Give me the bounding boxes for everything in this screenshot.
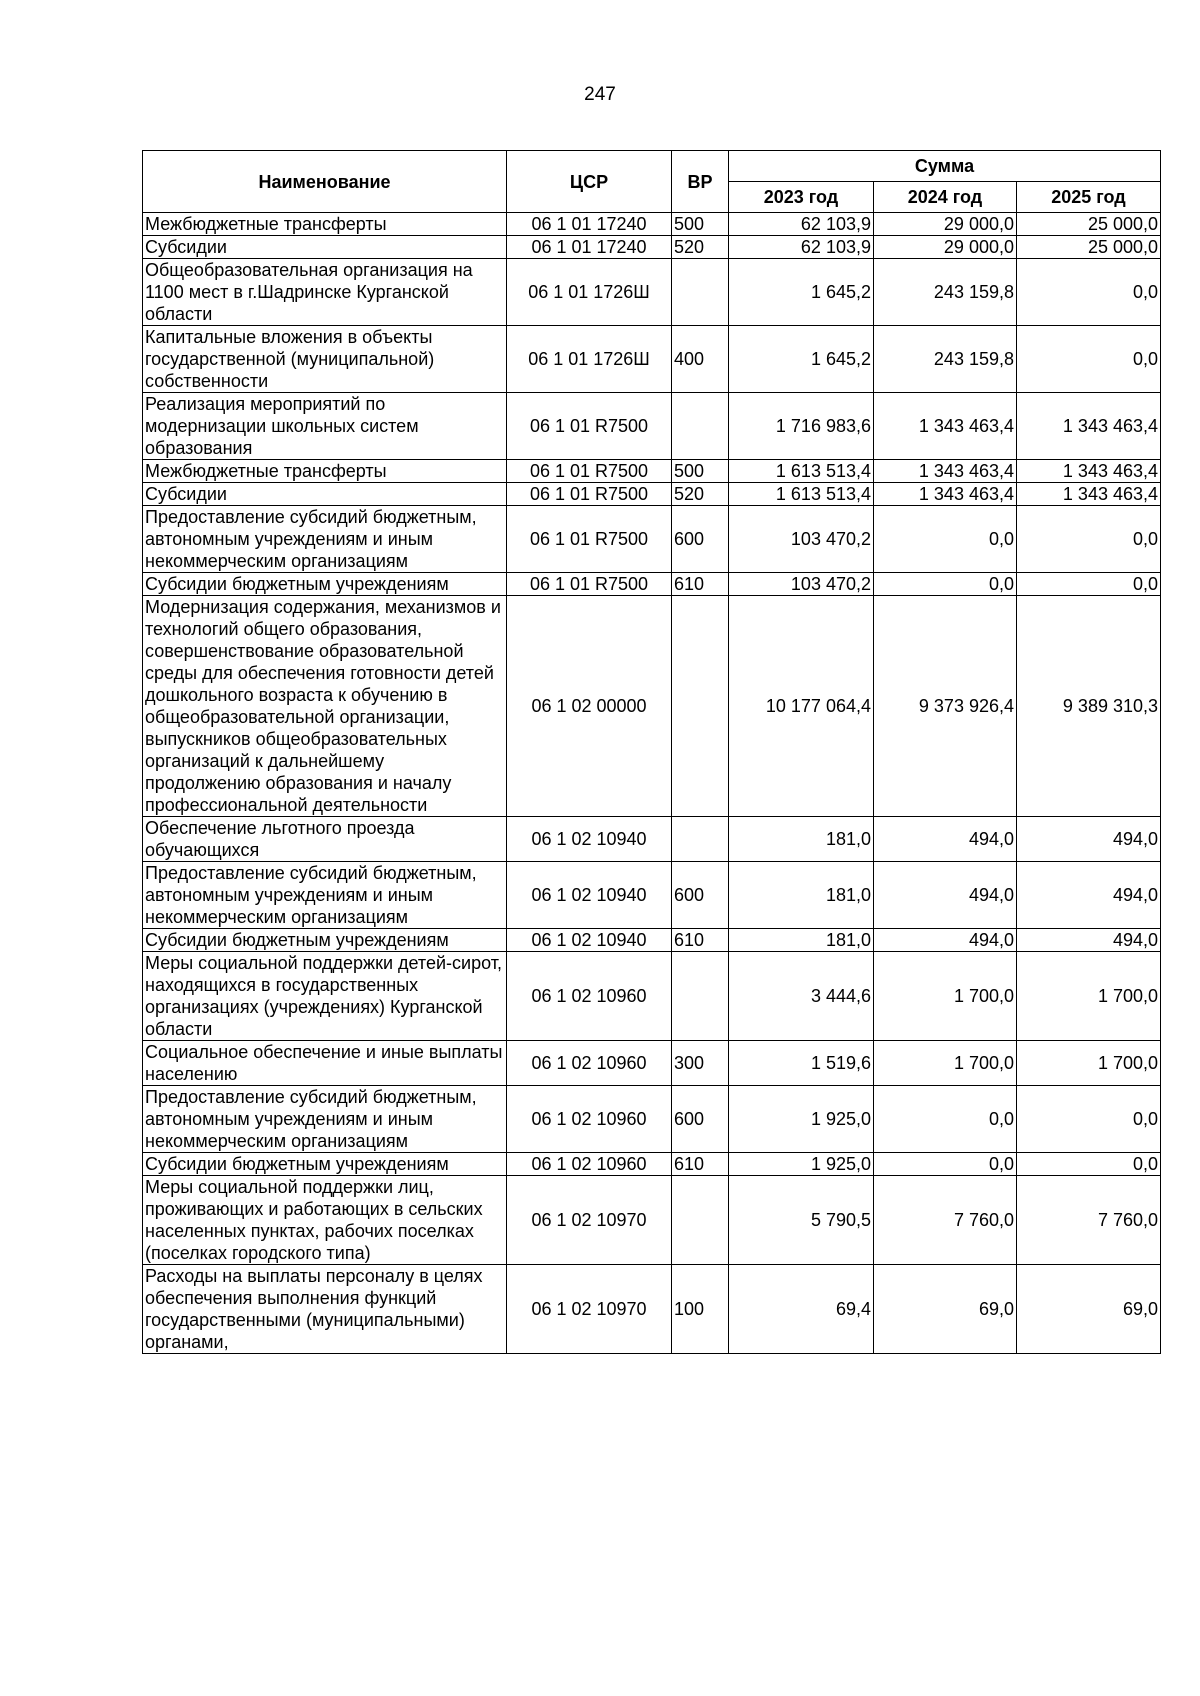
table-body xyxy=(143,213,1161,1354)
table-row xyxy=(143,1041,1161,1086)
header-2024: 2024 год xyxy=(874,182,1017,213)
table-header xyxy=(143,151,1161,213)
row-sum-2025: 0,0 xyxy=(1017,326,1161,393)
row-sum-2023: 5 790,5 xyxy=(729,1176,874,1265)
row-sum-2025: 494,0 xyxy=(1017,862,1161,929)
row-csr: 06 1 02 10940 xyxy=(507,862,672,929)
table-row xyxy=(143,573,1161,596)
header-csr: ЦСР xyxy=(507,151,672,213)
row-sum-2023: 1 645,2 xyxy=(729,326,874,393)
row-sum-2023: 1 613 513,4 xyxy=(729,460,874,483)
row-sum-2024: 1 343 463,4 xyxy=(874,483,1017,506)
table-row xyxy=(143,506,1161,573)
page-number: 247 xyxy=(584,84,616,105)
row-vr xyxy=(672,596,729,817)
row-sum-2025: 0,0 xyxy=(1017,259,1161,326)
table-row xyxy=(143,326,1161,393)
row-sum-2025: 1 343 463,4 xyxy=(1017,460,1161,483)
row-sum-2024: 0,0 xyxy=(874,573,1017,596)
table-row xyxy=(143,817,1161,862)
row-csr: 06 1 02 10960 xyxy=(507,1086,672,1153)
row-vr: 600 xyxy=(672,1086,729,1153)
table-row xyxy=(143,393,1161,460)
row-name: Субсидии xyxy=(143,483,507,506)
row-name: Субсидии xyxy=(143,236,507,259)
row-sum-2024: 9 373 926,4 xyxy=(874,596,1017,817)
header-vr: ВР xyxy=(672,151,729,213)
row-csr: 06 1 01 R7500 xyxy=(507,483,672,506)
row-name: Предоставление субсидий бюджетным, автономным учреждениям и иным некоммерческим организациям xyxy=(143,1086,507,1153)
row-name: Предоставление субсидий бюджетным, автономным учреждениям и иным некоммерческим организациям xyxy=(143,862,507,929)
row-vr xyxy=(672,952,729,1041)
row-vr: 500 xyxy=(672,213,729,236)
row-name: Социальное обеспечение и иные выплаты населению xyxy=(143,1041,507,1086)
row-sum-2023: 3 444,6 xyxy=(729,952,874,1041)
row-sum-2023: 1 645,2 xyxy=(729,259,874,326)
row-name: Субсидии бюджетным учреждениям xyxy=(143,1153,507,1176)
table-row xyxy=(143,1153,1161,1176)
row-sum-2024: 0,0 xyxy=(874,1153,1017,1176)
row-name: Обеспечение льготного проезда обучающихся xyxy=(143,817,507,862)
row-sum-2024: 29 000,0 xyxy=(874,213,1017,236)
row-sum-2024: 69,0 xyxy=(874,1265,1017,1354)
row-csr: 06 1 01 17240 xyxy=(507,236,672,259)
row-csr: 06 1 02 10960 xyxy=(507,1153,672,1176)
row-name: Меры социальной поддержки детей-сирот, находящихся в государственных организациях (учреждениях) Курганской области xyxy=(143,952,507,1041)
row-sum-2023: 1 613 513,4 xyxy=(729,483,874,506)
table-row xyxy=(143,1176,1161,1265)
row-vr: 400 xyxy=(672,326,729,393)
row-sum-2025: 1 343 463,4 xyxy=(1017,393,1161,460)
row-sum-2025: 1 343 463,4 xyxy=(1017,483,1161,506)
row-sum-2025: 25 000,0 xyxy=(1017,213,1161,236)
row-csr: 06 1 02 10960 xyxy=(507,1041,672,1086)
table-row xyxy=(143,862,1161,929)
row-sum-2023: 181,0 xyxy=(729,862,874,929)
row-vr xyxy=(672,817,729,862)
row-name: Субсидии бюджетным учреждениям xyxy=(143,929,507,952)
row-sum-2024: 494,0 xyxy=(874,929,1017,952)
row-name: Реализация мероприятий по модернизации школьных систем образования xyxy=(143,393,507,460)
row-vr: 600 xyxy=(672,862,729,929)
row-sum-2024: 243 159,8 xyxy=(874,259,1017,326)
row-sum-2024: 494,0 xyxy=(874,862,1017,929)
header-name: Наименование xyxy=(143,151,507,213)
table-row xyxy=(143,596,1161,817)
row-sum-2023: 1 519,6 xyxy=(729,1041,874,1086)
row-vr: 500 xyxy=(672,460,729,483)
row-csr: 06 1 02 10940 xyxy=(507,929,672,952)
row-name: Капитальные вложения в объекты государственной (муниципальной) собственности xyxy=(143,326,507,393)
row-name: Предоставление субсидий бюджетным, автономным учреждениям и иным некоммерческим организациям xyxy=(143,506,507,573)
row-sum-2023: 69,4 xyxy=(729,1265,874,1354)
table-row xyxy=(143,929,1161,952)
row-sum-2024: 1 343 463,4 xyxy=(874,460,1017,483)
row-name: Общеобразовательная организация на 1100 мест в г.Шадринске Курганской области xyxy=(143,259,507,326)
row-sum-2024: 1 343 463,4 xyxy=(874,393,1017,460)
row-csr: 06 1 01 R7500 xyxy=(507,573,672,596)
row-sum-2023: 62 103,9 xyxy=(729,213,874,236)
row-vr: 100 xyxy=(672,1265,729,1354)
row-sum-2023: 181,0 xyxy=(729,817,874,862)
row-vr xyxy=(672,1176,729,1265)
row-sum-2025: 1 700,0 xyxy=(1017,1041,1161,1086)
row-sum-2025: 494,0 xyxy=(1017,929,1161,952)
header-sum: Сумма xyxy=(729,151,1161,182)
row-name: Меры социальной поддержки лиц, проживающих и работающих в сельских населенных пунктах, рабочих поселках (поселках городского типа) xyxy=(143,1176,507,1265)
row-name: Субсидии бюджетным учреждениям xyxy=(143,573,507,596)
row-sum-2025: 0,0 xyxy=(1017,1086,1161,1153)
row-csr: 06 1 02 00000 xyxy=(507,596,672,817)
row-sum-2023: 1 716 983,6 xyxy=(729,393,874,460)
row-csr: 06 1 01 R7500 xyxy=(507,460,672,483)
row-csr: 06 1 01 1726Ш xyxy=(507,259,672,326)
row-csr: 06 1 01 17240 xyxy=(507,213,672,236)
row-sum-2023: 103 470,2 xyxy=(729,573,874,596)
row-vr: 610 xyxy=(672,929,729,952)
row-vr xyxy=(672,259,729,326)
row-vr xyxy=(672,393,729,460)
row-sum-2023: 1 925,0 xyxy=(729,1153,874,1176)
row-sum-2025: 494,0 xyxy=(1017,817,1161,862)
row-name: Расходы на выплаты персоналу в целях обеспечения выполнения функций государственными (муниципальными) органами, xyxy=(143,1265,507,1354)
row-sum-2025: 0,0 xyxy=(1017,506,1161,573)
header-2025: 2025 год xyxy=(1017,182,1161,213)
row-vr: 600 xyxy=(672,506,729,573)
row-sum-2024: 0,0 xyxy=(874,506,1017,573)
row-sum-2024: 494,0 xyxy=(874,817,1017,862)
table-row xyxy=(143,1086,1161,1153)
row-sum-2024: 0,0 xyxy=(874,1086,1017,1153)
table-row xyxy=(143,460,1161,483)
row-sum-2025: 0,0 xyxy=(1017,573,1161,596)
row-sum-2025: 7 760,0 xyxy=(1017,1176,1161,1265)
row-name: Модернизация содержания, механизмов и технологий общего образования, совершенствование образовательной среды для обеспечения готовности детей дошкольного возраста к обучению в общеобразовательной организации, выпускников общеобразовательных организаций к дальнейшему продолжению образования и началу профессиональной деятельности xyxy=(143,596,507,817)
row-sum-2025: 69,0 xyxy=(1017,1265,1161,1354)
row-csr: 06 1 02 10970 xyxy=(507,1176,672,1265)
row-sum-2024: 1 700,0 xyxy=(874,1041,1017,1086)
table-row xyxy=(143,1265,1161,1354)
table-row xyxy=(143,236,1161,259)
table-row xyxy=(143,213,1161,236)
row-name: Межбюджетные трансферты xyxy=(143,460,507,483)
row-sum-2023: 103 470,2 xyxy=(729,506,874,573)
row-csr: 06 1 02 10940 xyxy=(507,817,672,862)
table-row xyxy=(143,259,1161,326)
row-vr: 520 xyxy=(672,236,729,259)
table-row xyxy=(143,483,1161,506)
row-csr: 06 1 01 R7500 xyxy=(507,393,672,460)
row-vr: 520 xyxy=(672,483,729,506)
row-sum-2025: 0,0 xyxy=(1017,1153,1161,1176)
row-sum-2024: 243 159,8 xyxy=(874,326,1017,393)
row-name: Межбюджетные трансферты xyxy=(143,213,507,236)
header-2023: 2023 год xyxy=(729,182,874,213)
row-vr: 610 xyxy=(672,573,729,596)
row-sum-2025: 1 700,0 xyxy=(1017,952,1161,1041)
row-sum-2023: 181,0 xyxy=(729,929,874,952)
row-csr: 06 1 01 R7500 xyxy=(507,506,672,573)
row-sum-2023: 1 925,0 xyxy=(729,1086,874,1153)
row-sum-2023: 62 103,9 xyxy=(729,236,874,259)
table-row xyxy=(143,952,1161,1041)
row-sum-2023: 10 177 064,4 xyxy=(729,596,874,817)
row-sum-2025: 9 389 310,3 xyxy=(1017,596,1161,817)
row-sum-2024: 29 000,0 xyxy=(874,236,1017,259)
row-sum-2024: 1 700,0 xyxy=(874,952,1017,1041)
row-sum-2025: 25 000,0 xyxy=(1017,236,1161,259)
row-vr: 610 xyxy=(672,1153,729,1176)
row-vr: 300 xyxy=(672,1041,729,1086)
row-csr: 06 1 02 10960 xyxy=(507,952,672,1041)
row-sum-2024: 7 760,0 xyxy=(874,1176,1017,1265)
row-csr: 06 1 01 1726Ш xyxy=(507,326,672,393)
budget-table xyxy=(142,150,1161,1354)
row-csr: 06 1 02 10970 xyxy=(507,1265,672,1354)
